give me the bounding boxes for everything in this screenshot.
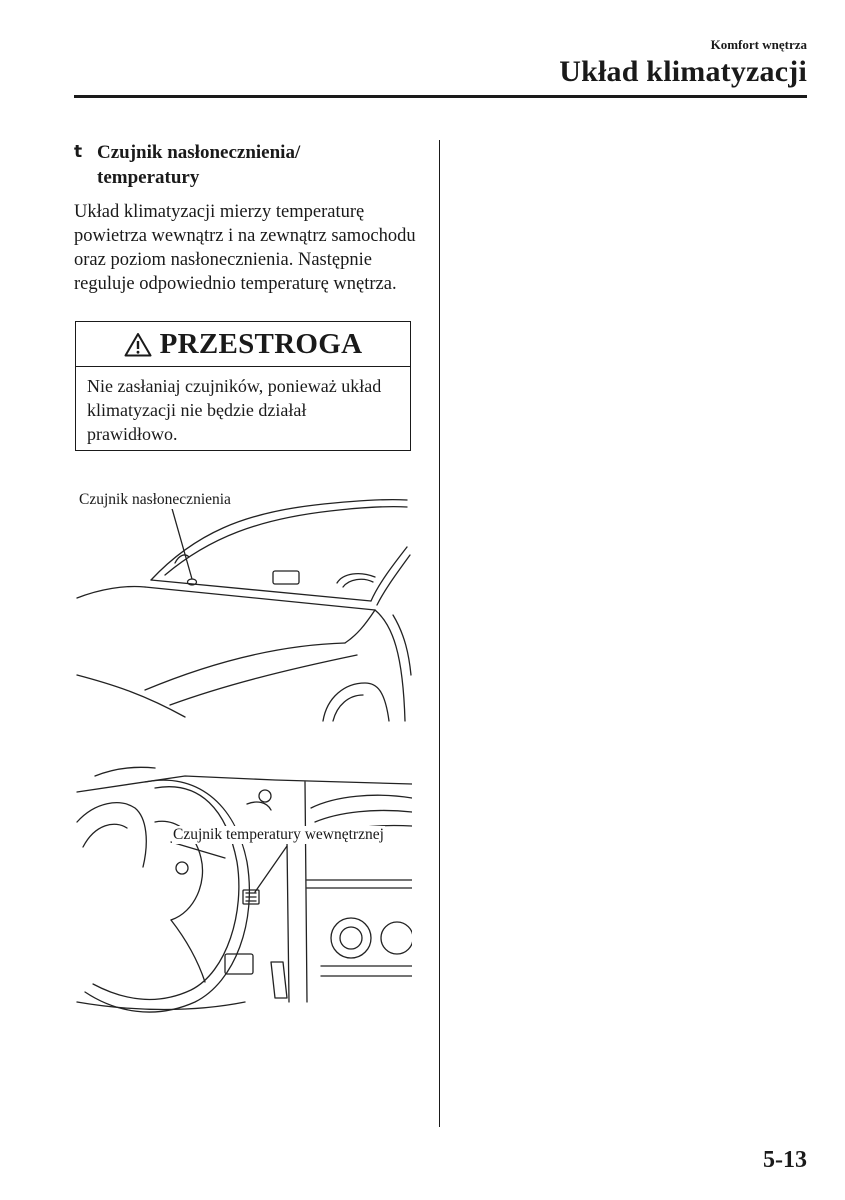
- caution-box: [75, 321, 411, 451]
- page-number: 5-13: [763, 1147, 807, 1173]
- caution-header: [76, 322, 410, 367]
- section-heading-line2: temperatury: [97, 167, 200, 188]
- header-rule: [74, 95, 807, 98]
- caution-title: PRZESTROGA: [159, 327, 363, 360]
- caution-body: Nie zasłaniaj czujników, ponieważ układ klimatyzacji nie będzie działał prawidłowo.: [87, 376, 382, 444]
- temperature-sensor-illustration: [75, 762, 412, 1022]
- warning-triangle-icon: [124, 332, 152, 357]
- section-heading-line1: Czujnik nasłonecznienia/: [97, 142, 301, 163]
- section-heading: [74, 140, 414, 190]
- section-body: Układ klimatyzacji mierzy temperaturę powietrza wewnątrz i na zewnątrz samochodu oraz poziom nasłonecznienia. Następnie reguluje odpowiednio temperaturę wnętrza.: [74, 202, 416, 294]
- chapter-label: Komfort wnętrza: [710, 37, 807, 52]
- section-bullet: t: [74, 142, 83, 162]
- column-divider: [439, 140, 440, 1127]
- sunlight-sensor-callout: Czujnik nasłonecznienia: [79, 491, 231, 508]
- page-title: Układ klimatyzacji: [559, 55, 807, 88]
- sunlight-sensor-illustration: [75, 485, 412, 725]
- temperature-sensor-callout: Czujnik temperatury wewnętrznej: [173, 826, 384, 843]
